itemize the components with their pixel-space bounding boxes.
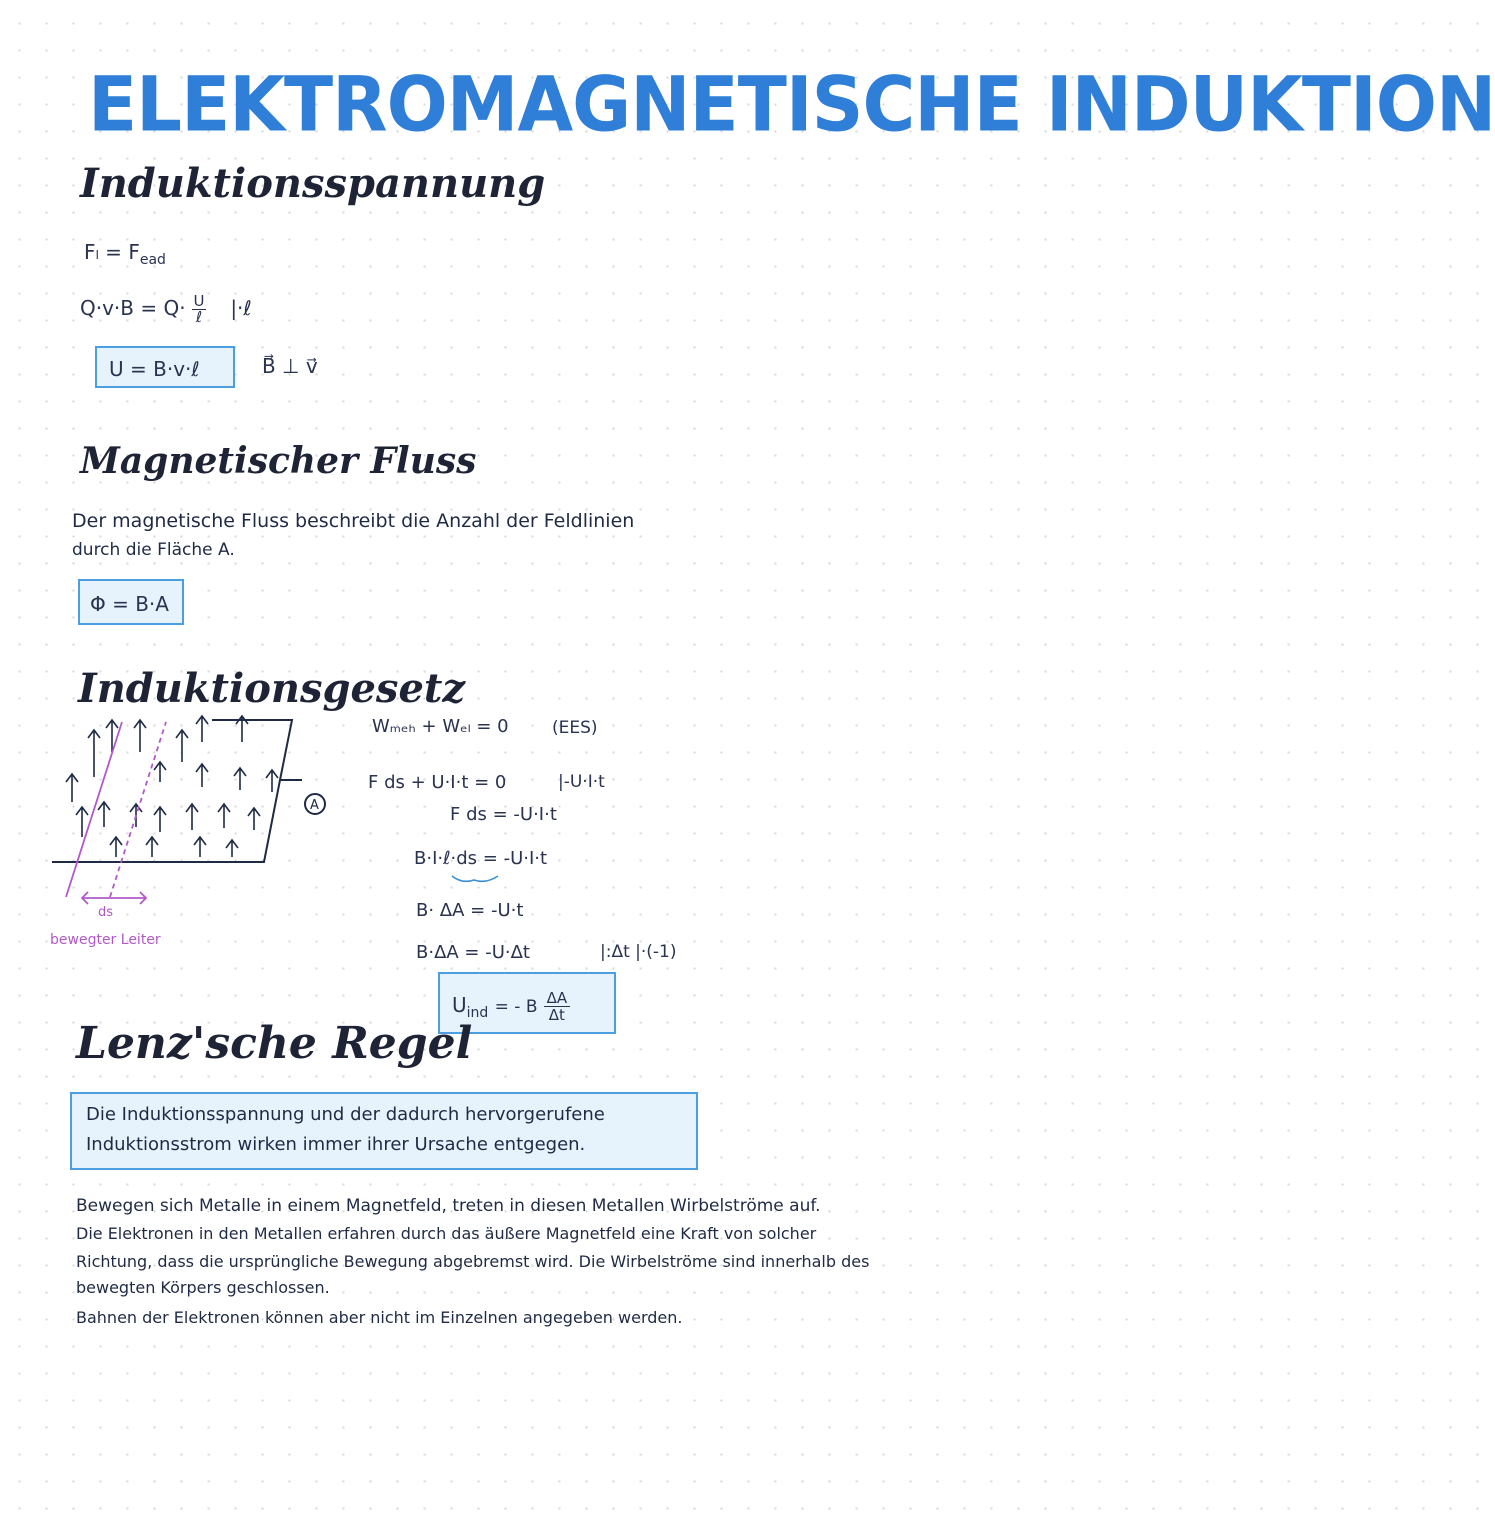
formula-lorentz-right: F (128, 240, 140, 264)
result-sub: ind (466, 1005, 489, 1021)
formula-charge-right: |·ℓ (230, 296, 252, 320)
ds-arrow (82, 892, 146, 904)
rail-top (212, 720, 302, 780)
eq-area-delta: B·ΔA = -U·Δt (416, 942, 530, 963)
perpendicular-note: B⃗ ⊥ v⃗ (262, 354, 318, 378)
eq-energy-conservation: Wₘₑₕ + Wₑₗ = 0 (372, 716, 509, 737)
meter-label: A (310, 798, 319, 813)
eq-work-sum: F ds + U·I·t = 0 (368, 772, 507, 793)
eq-work-note: |-U·I·t (558, 772, 605, 792)
result-fraction (544, 990, 570, 1023)
heading-lenz: Lenz'sche Regel (76, 1018, 473, 1069)
eq-area-change: B· ΔA = -U·t (416, 900, 524, 921)
eq-area-note: |:Δt |·(-1) (600, 942, 677, 962)
flux-description-line1: Der magnetische Fluss beschreibt die Anzahl der Feldlinien (72, 510, 635, 532)
lenz-rule-line1: Die Induktionsspannung und der dadurch hervorgerufene (86, 1104, 605, 1125)
rail-bottom (52, 780, 280, 862)
heading-magnetischer-fluss: Magnetischer Fluss (80, 440, 477, 482)
formula-lorentz-sub: ead (139, 252, 166, 268)
result-numerator: ΔA (546, 989, 568, 1007)
eddy-paragraph-line1: Bewegen sich Metalle in einem Magnetfeld, treten in diesen Metallen Wirbelströme auf. (76, 1196, 821, 1216)
formula-charge-fraction (192, 294, 206, 325)
fraction-numerator: U (193, 292, 205, 310)
formula-lorentz-force (84, 240, 166, 268)
eq-lorentz-substitution: B·I·ℓ·ds = -U·I·t (414, 848, 548, 869)
eq-energy-note: (EES) (552, 718, 598, 738)
moving-conductor (66, 722, 166, 904)
formula-charge-left: Q·v·B = Q· (80, 296, 186, 320)
page-title: ELEKTROMAGNETISCHE INDUKTION (88, 59, 1495, 149)
eddy-paragraph-line2: Die Elektronen in den Metallen erfahren durch das äußere Magnetfeld eine Kraft von solcher (76, 1224, 817, 1243)
formula-flux: Φ = B·A (90, 592, 169, 616)
eddy-paragraph-line3: Richtung, dass die ursprüngliche Bewegung abgebremst wird. Die Wirbelströme sind innerhalb des (76, 1252, 870, 1271)
brace-annotation (450, 872, 500, 886)
formula-box-induction-voltage (95, 346, 235, 388)
fraction-denominator: ℓ (195, 308, 203, 326)
heading-induktionsspannung: Induktionsspannung (80, 160, 546, 207)
eddy-paragraph-line4: bewegten Körpers geschlossen. (76, 1278, 330, 1297)
result-mid: = - B (494, 997, 538, 1017)
formula-charge-equation (80, 294, 252, 325)
lenz-rule-box (70, 1092, 698, 1170)
ds-label: ds (98, 905, 114, 920)
moving-conductor-label: bewegter Leiter (50, 932, 161, 948)
eddy-paragraph-line5: Bahnen der Elektronen können aber nicht im Einzelnen angegeben werden. (76, 1308, 683, 1327)
result-symbol: U (452, 993, 467, 1017)
eq-force-ds: F ds = -U·I·t (450, 804, 557, 825)
formula-lorentz-left: Fₗ = (84, 240, 122, 264)
formula-box-flux (78, 579, 184, 625)
lenz-rule-line2: Induktionsstrom wirken immer ihrer Ursache entgegen. (86, 1134, 586, 1155)
field-arrows (66, 716, 278, 857)
formula-induction-voltage: U = B·v·ℓ (109, 357, 200, 381)
heading-induktionsgesetz: Induktionsgesetz (78, 665, 466, 712)
rail-frame (52, 720, 325, 862)
result-denominator: Δt (548, 1006, 565, 1024)
induction-rails-diagram (52, 712, 352, 952)
flux-description-line2: durch die Fläche A. (72, 540, 235, 560)
